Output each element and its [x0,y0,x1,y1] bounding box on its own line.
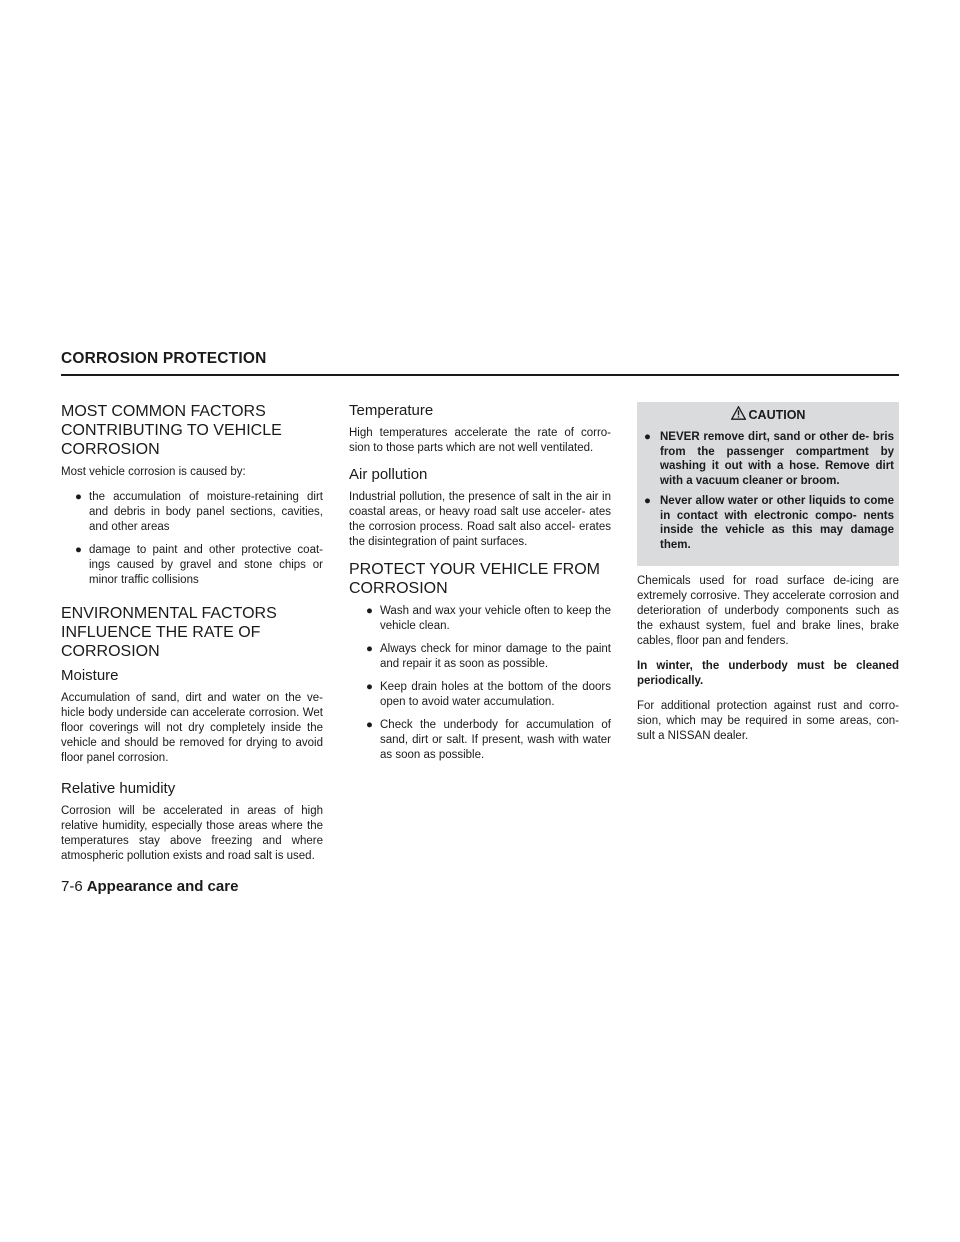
title-rule [61,374,899,376]
page-footer [61,878,238,896]
column-1 [61,402,323,874]
caution-list [642,430,894,552]
chapter-title: Appearance and care [86,878,239,895]
list-item: ● Check the underbody for accumulation of sand, dirt or salt. If present, wash with water as soon as possible. [366,719,611,761]
list-item: ● the accumulation of moisture-retaining dirt and debris in body panel sections, cavities, and other areas [75,491,323,533]
caution-header [642,406,894,424]
column-3 [637,402,899,754]
list-item: ● NEVER remove dirt, sand or other de- bris from the passenger compartment by washing it out with a hose. Remove dirt with a vacuum cleaner or broom. [644,431,894,487]
list-item: ● Always check for minor damage to the paint and repair it as soon as possible. [366,643,611,670]
additional-protection-text: For additional protection against rust and corro- sion, which may be required in some areas, con- sult a NISSAN dealer. [637,700,899,742]
humidity-text: Corrosion will be accelerated in areas of high relative humidity, especially those areas where the temperatures stay above freezing and where atmospheric pollution exists and road salt is used. [61,805,323,862]
bullet-icon: ● [644,431,651,443]
list-item: ● Keep drain holes at the bottom of the doors open to avoid water accumulation. [366,681,611,708]
heading-relative-humidity: Relative humidity [61,780,176,797]
winter-text: In winter, the underbody must be cleaned periodically. [637,660,899,687]
intro-text: Most vehicle corrosion is caused by: [61,466,246,478]
bullet-icon: ● [75,491,82,503]
column-2 [349,402,611,775]
heading-common-factors: MOST COMMON FACTORS CONTRIBUTING TO VEHICLE CORROSION [61,403,282,458]
heading-environmental-factors: ENVIRONMENTAL FACTORS INFLUENCE THE RATE OF CORROSION [61,605,277,660]
bullet-icon: ● [75,544,82,556]
heading-air-pollution: Air pollution [349,466,428,483]
heading-temperature: Temperature [349,402,434,419]
heading-protect-vehicle: PROTECT YOUR VEHICLE FROM CORROSION [349,561,600,597]
heading-moisture: Moisture [61,667,119,684]
section-title: CORROSION PROTECTION [61,350,267,367]
page-number: 7-6 [61,878,83,895]
factors-list [61,490,323,588]
caution-label: CAUTION [748,408,806,422]
protect-list [349,604,611,763]
temperature-text: High temperatures accelerate the rate of corro- sion to those parts which are not well ventilated. [349,427,611,454]
list-item: ● Wash and wax your vehicle often to keep the vehicle clean. [366,605,611,632]
chemicals-text: Chemicals used for road surface de-icing are extremely corrosive. They accelerate corrosion and deterioration of underbody components such as the exhaust system, fuel and brake lines, brake cables, floor pan and fenders. [637,575,899,647]
moisture-text: Accumulation of sand, dirt and water on the ve- hicle body underside can accelerate corrosion. Wet floor coverings will not dry completely inside the vehicle and should be removed for drying to avoid floor panel corrosion. [61,692,323,764]
caution-box [637,402,899,566]
bullet-icon: ● [366,681,373,693]
list-item: ● damage to paint and other protective coat- ings caused by gravel and stone chips or minor traffic collisions [75,544,323,586]
bullet-icon: ● [644,495,651,507]
bullet-icon: ● [366,719,373,731]
warning-icon [731,406,746,424]
bullet-icon: ● [366,605,373,617]
bullet-icon: ● [366,643,373,655]
list-item: ● Never allow water or other liquids to come in contact with electronic compo- nents inside the vehicle as this may damage them. [644,495,894,551]
air-pollution-text: Industrial pollution, the presence of salt in the air in coastal areas, or heavy road salt use acceler- ates the corrosion process. Road salt also accel- erates the disintegration of paint surfaces. [349,491,611,548]
